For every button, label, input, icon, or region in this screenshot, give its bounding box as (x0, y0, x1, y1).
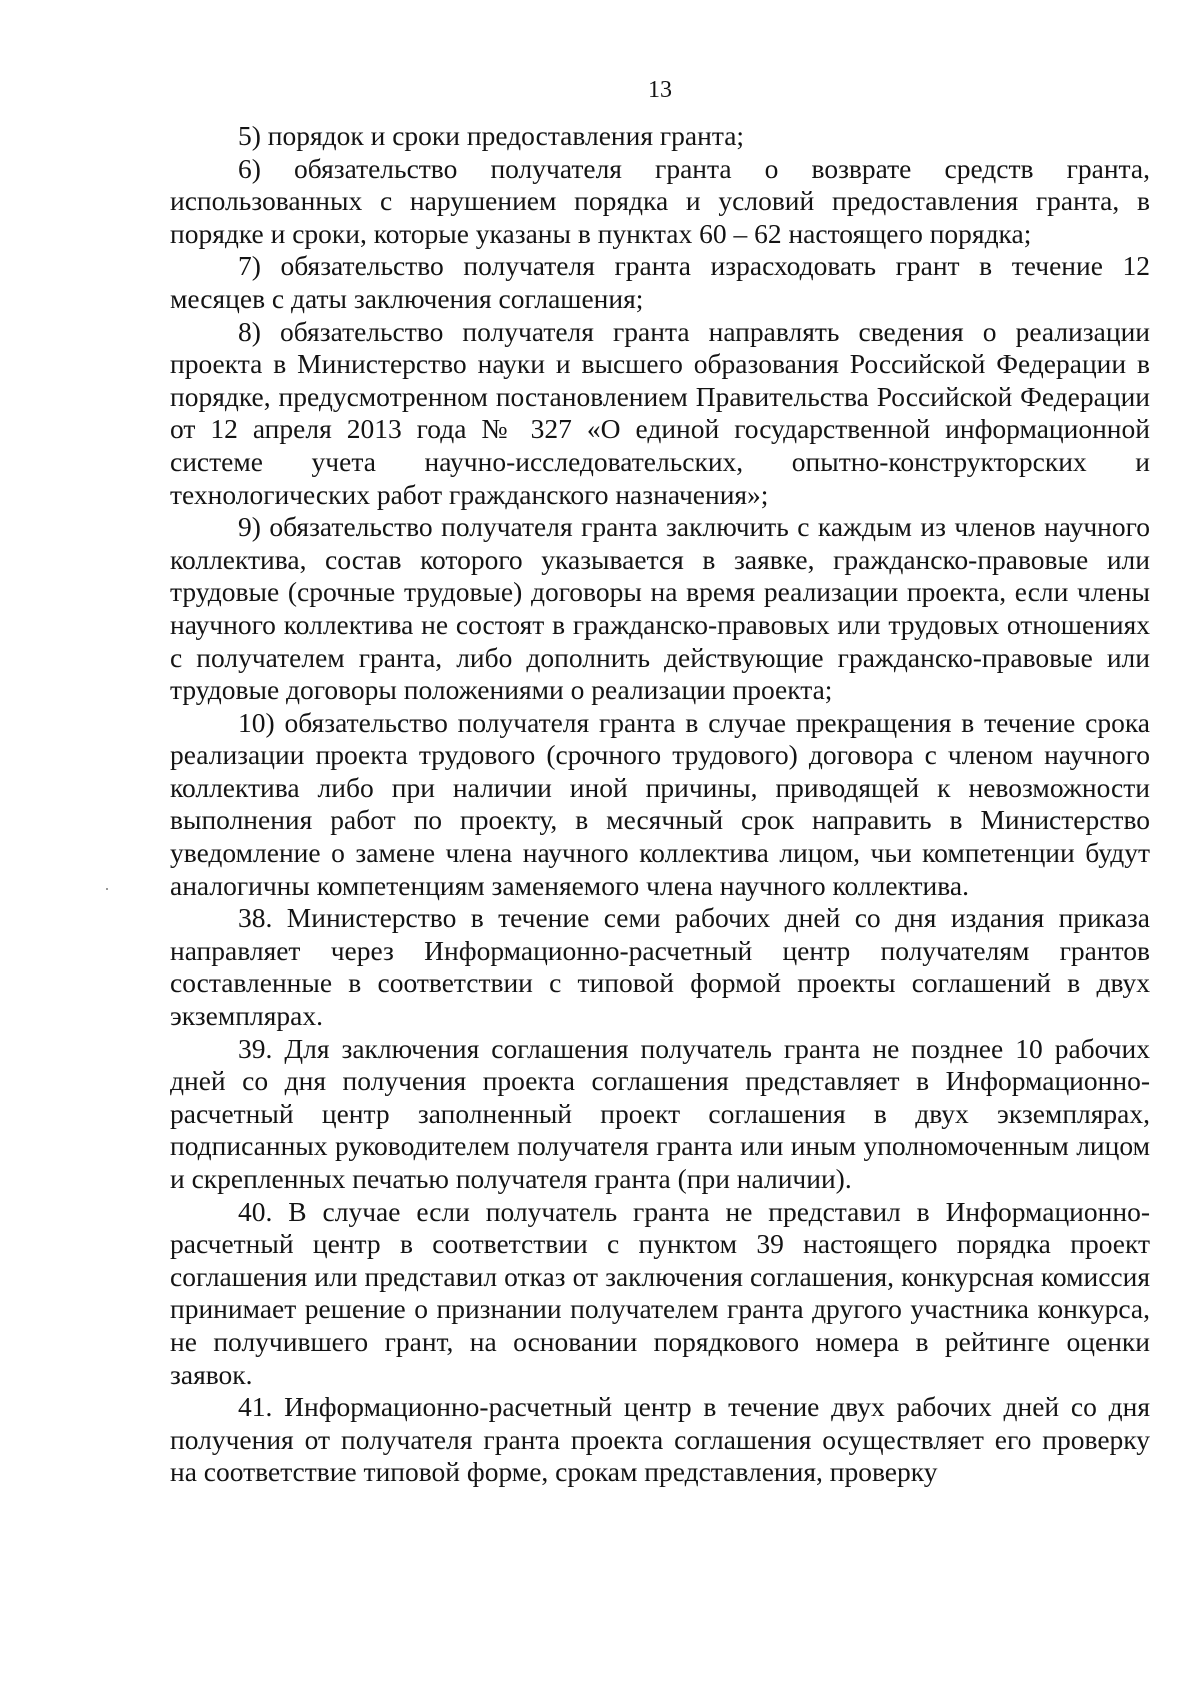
paragraph-item-7: 7) обязательство получателя гранта израсходовать грант в течение 12 месяцев с даты заключения соглашения; (170, 250, 1150, 314)
page-number: 13 (648, 77, 672, 103)
paragraph-item-5: 5) порядок и сроки предоставления гранта; (238, 120, 745, 151)
paragraph-item-10: 10) обязательство получателя гранта в случае прекращения в течение срока реализации проекта трудового (срочного трудового) договора с членом научного коллектива либо при наличии иной причины, приводящей к невозможности выполнения работ по проекту, в месячный срок направить в Министерство уведомление о замене члена научного коллектива лицом, чьи компетенции будут аналогичны компетенциям заменяемого члена научного коллектива. (170, 706, 1150, 901)
paragraph-item-8: 8) обязательство получателя гранта направлять сведения о реализации проекта в Министерство науки и высшего образования Российской Федерации в порядке, предусмотренном постановлением Правительства Российской Федерации от 12 апреля 2013 года № 327 «О единой государственной информационной системе учета научно-исследовательских, опытно-конструкторских и технологических работ гражданского назначения»; (170, 315, 1150, 510)
paragraph-item-6: 6) обязательство получателя гранта о возврате средств гранта, использованных с нарушением порядка и условий предоставления гранта, в порядке и сроки, которые указаны в пунктах 60 – 62 настоящего порядка; (170, 152, 1150, 249)
paragraph-clause-39: 39. Для заключения соглашения получатель гранта не позднее 10 рабочих дней со дня получения проекта соглашения представляет в Информационно-расчетный центр заполненный проект соглашения в двух экземплярах, подписанных руководителем получателя гранта или иным уполномоченным лицом и скрепленных печатью получателя гранта (при наличии). (170, 1032, 1150, 1194)
paragraph-item-9: 9) обязательство получателя гранта заключить с каждым из членов научного коллектива, состав которого указывается в заявке, гражданско-правовые или трудовые (срочные трудовые) договоры на время реализации проекта, если члены научного коллектива не состоят в гражданско-правовых или трудовых отношениях с получателем гранта, либо дополнить действующие гражданско-правовые или трудовые договоры положениями о реализации проекта; (170, 511, 1150, 706)
paragraph-clause-40: 40. В случае если получатель гранта не представил в Информационно-расчетный центр в соответствии с пунктом 39 настоящего порядка проект соглашения или представил отказ от заключения соглашения, конкурсная комиссия принимает решение о признании получателем гранта другого участника конкурса, не получившего грант, на основании порядкового номера в рейтинге оценки заявок. (170, 1195, 1150, 1390)
paragraph-clause-38: 38. Министерство в течение семи рабочих дней со дня издания приказа направляет через Информационно-расчетный центр получателям грантов составленные в соответствии с типовой формой проекты соглашений в двух экземплярах. (170, 902, 1150, 1032)
paragraph-clause-41: 41. Информационно-расчетный центр в течение двух рабочих дней со дня получения от получателя гранта проекта соглашения осуществляет его проверку на соответствие типовой форме, срокам представления, проверку (170, 1391, 1150, 1488)
scan-speck (106, 888, 108, 890)
document-body (170, 120, 1150, 1489)
